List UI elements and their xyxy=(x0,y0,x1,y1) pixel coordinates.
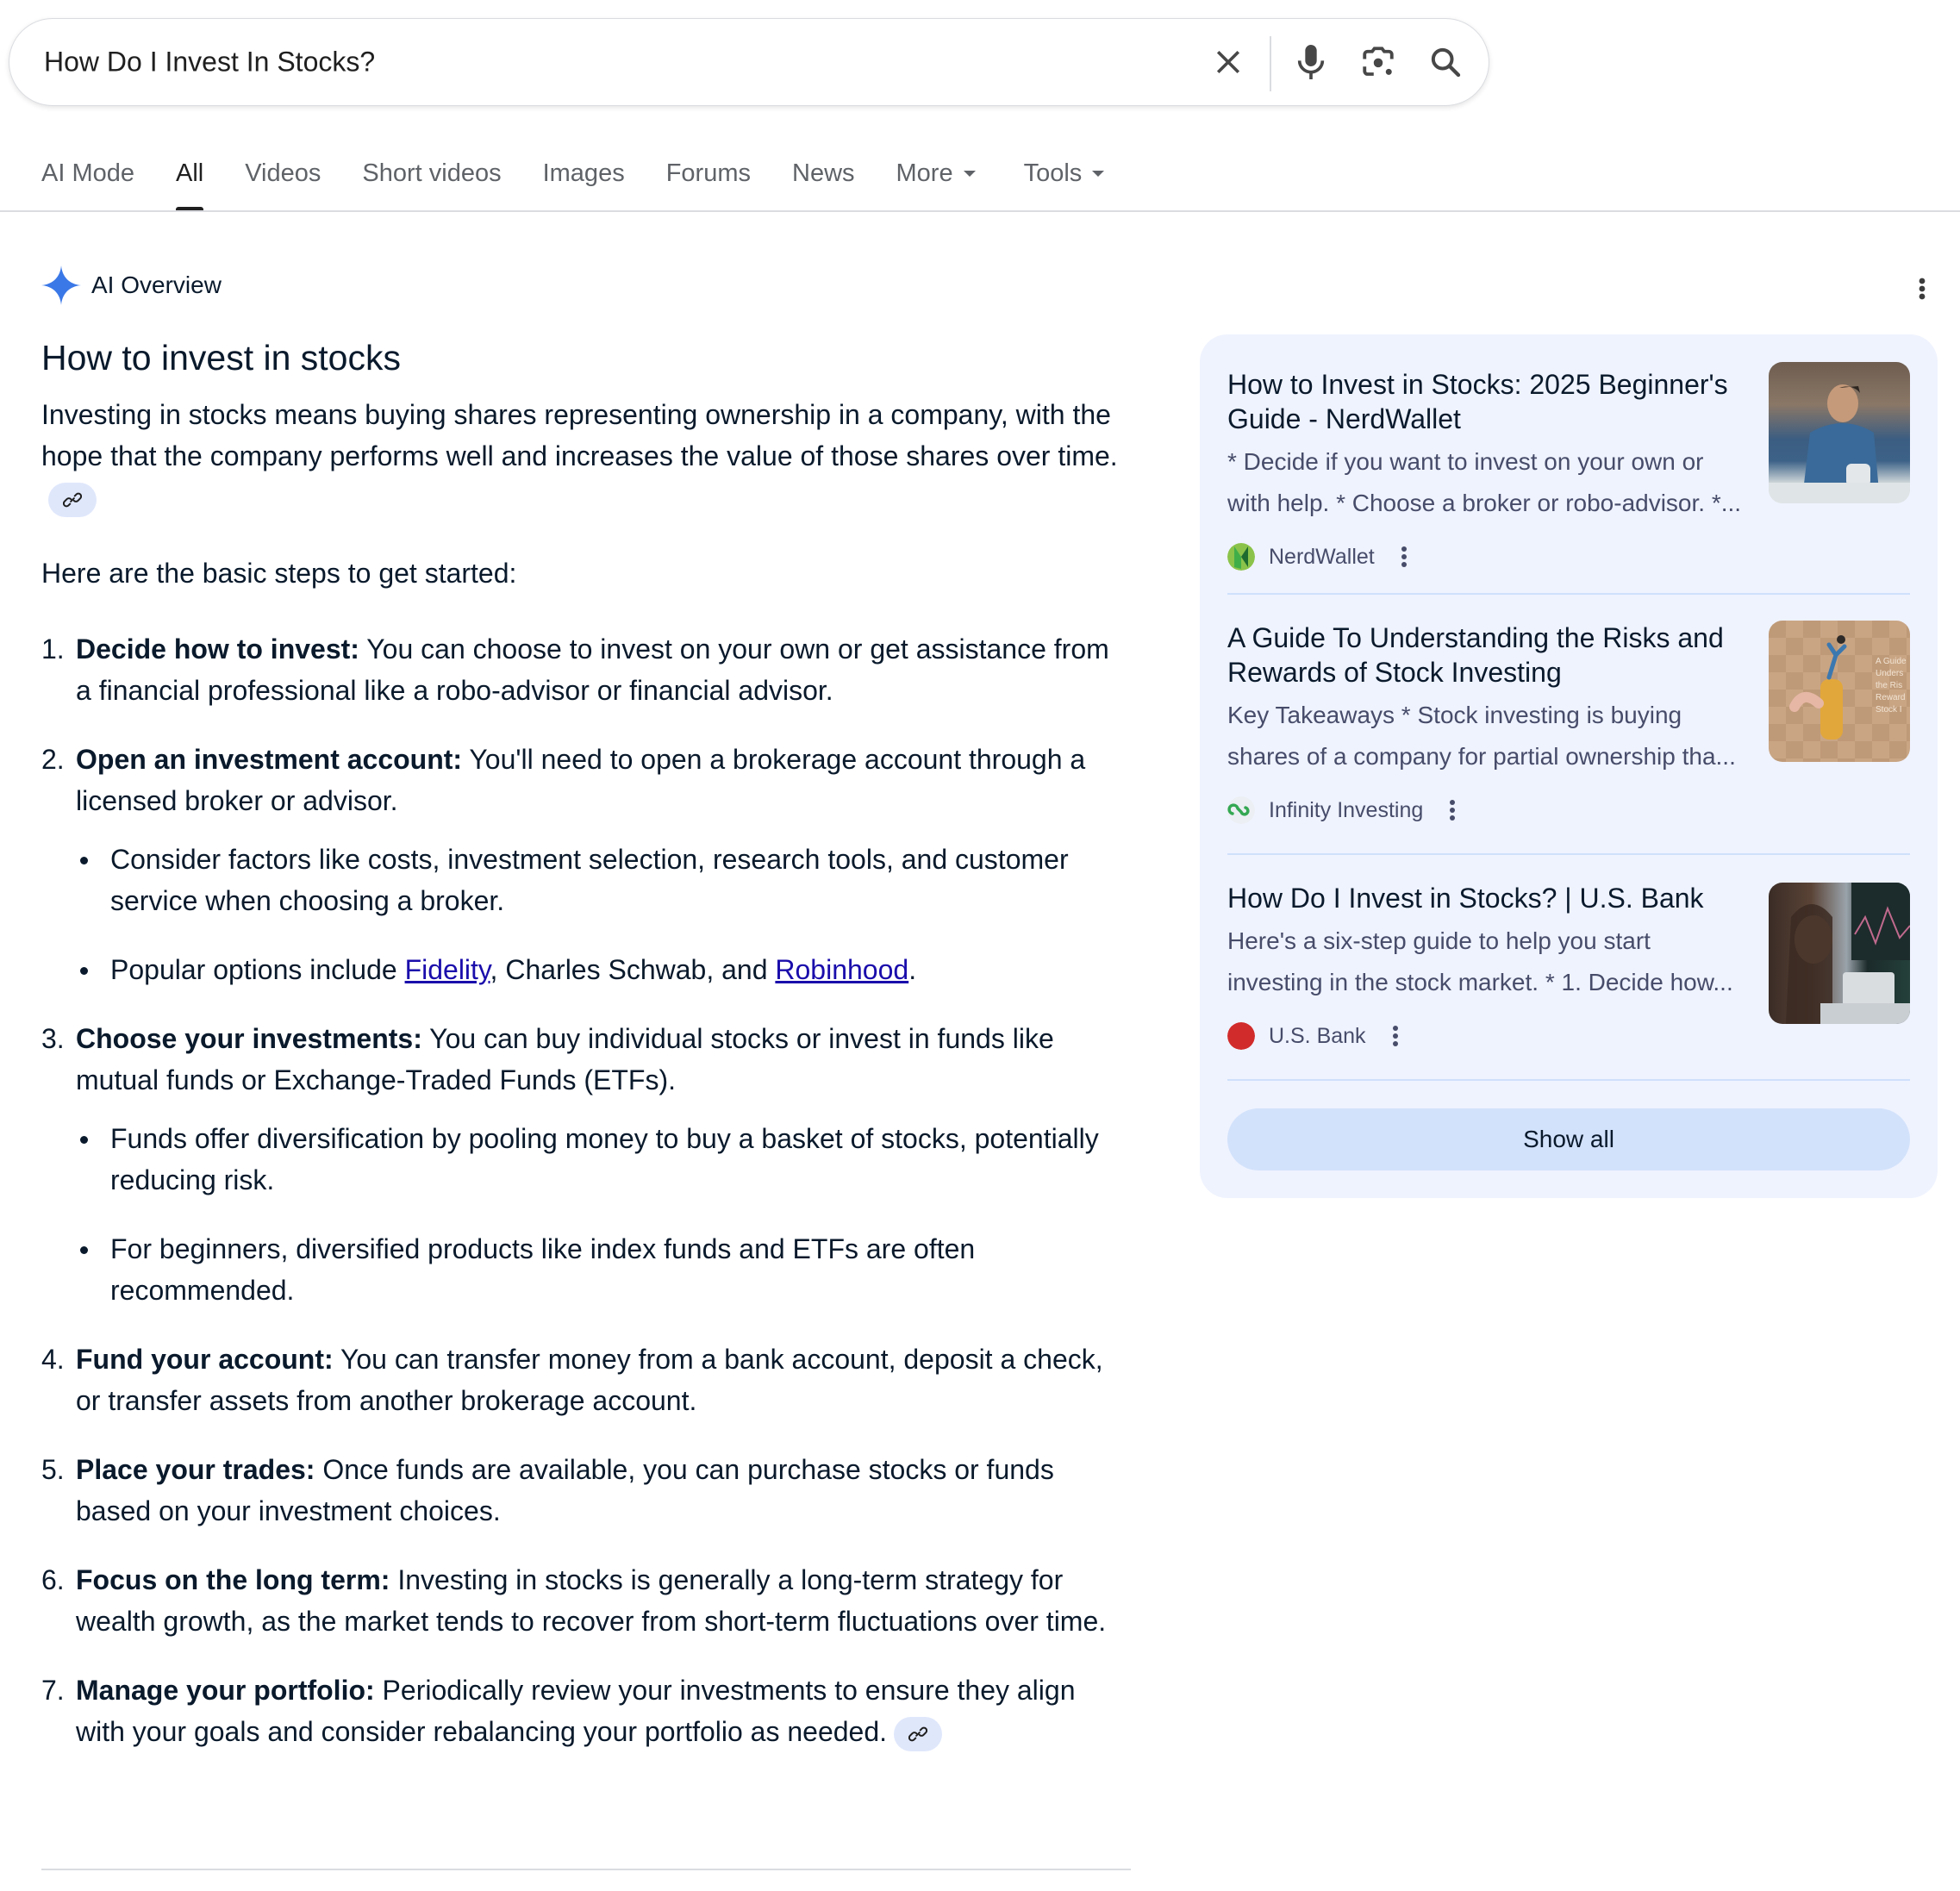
tab-label: All xyxy=(176,159,204,187)
step-text: You can buy individual stocks or invest in funds like mutual funds or Exchange-Traded Funds (ETFs). xyxy=(76,1023,1054,1095)
source-divider xyxy=(1227,853,1910,855)
svg-text:A Guide: A Guide xyxy=(1876,657,1907,666)
source-site xyxy=(1227,1019,1404,1053)
source-site-name: Infinity Investing xyxy=(1269,797,1424,822)
search-divider xyxy=(1270,36,1271,91)
step-item xyxy=(41,628,1132,711)
source-card-us-bank[interactable] xyxy=(1227,881,1910,1079)
step-heading: Fund your account: xyxy=(76,1344,334,1375)
svg-text:the Ris: the Ris xyxy=(1876,681,1903,690)
step-item xyxy=(41,1339,1132,1421)
sub-item: Funds offer diversification by pooling money to buy a basket of stocks, potentially reducing risk. xyxy=(76,1118,1132,1201)
svg-text:Stock I: Stock I xyxy=(1876,705,1902,715)
caret-down-icon xyxy=(964,171,976,177)
tab-ai-mode[interactable] xyxy=(41,153,134,212)
source-divider xyxy=(1227,1079,1910,1081)
ai-overview-label: AI Overview xyxy=(91,271,222,298)
overview-title: How to invest in stocks xyxy=(41,338,401,378)
source-card-infinity-investing[interactable] xyxy=(1227,621,1910,836)
step-text: You can transfer money from a bank account, deposit a check, or transfer assets from another brokerage account. xyxy=(76,1344,1103,1416)
tab-label: Tools xyxy=(1023,159,1083,187)
step-heading: Manage your portfolio: xyxy=(76,1675,375,1706)
tab-label: Videos xyxy=(245,159,321,187)
link-icon xyxy=(63,490,82,509)
step-number: 3. xyxy=(41,1023,65,1054)
source-site xyxy=(1227,793,1461,827)
tab-label: Images xyxy=(542,159,625,187)
steps-list xyxy=(41,628,1132,1752)
source-snippet: * Decide if you want to invest on your own or xyxy=(1227,448,1704,475)
tab-more[interactable] xyxy=(896,153,976,212)
step-item xyxy=(41,1559,1132,1642)
tab-news[interactable] xyxy=(792,153,855,212)
tabs-divider xyxy=(0,210,1960,212)
lens-camera-icon[interactable] xyxy=(1358,41,1399,83)
tab-label: News xyxy=(792,159,855,187)
step-text: You'll need to open a brokerage account through a licensed broker or advisor. xyxy=(76,744,1086,816)
svg-text:Unders: Unders xyxy=(1876,669,1904,678)
step-text: Periodically review your investments to ensure they align with your goals and consider rebalancing your portfolio as needed. xyxy=(76,1675,1076,1747)
intro-text: Investing in stocks means buying shares representing ownership in a company, with the hope that the company performs well and increases the value of those shares over time. xyxy=(41,399,1118,471)
step-item xyxy=(41,1449,1132,1532)
caret-down-icon xyxy=(1092,171,1104,177)
step-number: 7. xyxy=(41,1675,65,1706)
nerdwallet-favicon-icon xyxy=(1227,543,1255,571)
step-sublist xyxy=(76,839,1132,990)
step-heading: Choose your investments: xyxy=(76,1023,422,1054)
overview-intro xyxy=(41,394,1132,518)
step-number: 5. xyxy=(41,1454,65,1485)
microphone-icon[interactable] xyxy=(1290,41,1332,83)
content-divider xyxy=(41,1869,1131,1870)
tab-short-videos[interactable] xyxy=(362,153,501,212)
step-heading: Open an investment account: xyxy=(76,744,463,775)
source-thumbnail[interactable] xyxy=(1769,883,1910,1024)
robinhood-link[interactable]: Robinhood xyxy=(775,954,909,985)
more-options-icon[interactable] xyxy=(1444,795,1461,826)
fidelity-link[interactable]: Fidelity xyxy=(404,954,490,985)
svg-text:Reward: Reward xyxy=(1876,693,1906,702)
step-text: You can choose to invest on your own or get assistance from a financial professional like a robo-advisor or financial advisor. xyxy=(76,633,1109,706)
source-thumbnail[interactable] xyxy=(1769,362,1910,503)
tab-images[interactable] xyxy=(543,153,625,212)
sparkle-icon xyxy=(41,265,81,305)
tab-label: More xyxy=(896,159,953,187)
source-site xyxy=(1227,540,1413,574)
source-site-name: NerdWallet xyxy=(1269,544,1375,569)
us-bank-favicon-icon xyxy=(1227,1022,1255,1050)
search-tabs xyxy=(41,153,1145,212)
source-link-chip[interactable] xyxy=(894,1717,942,1751)
step-sublist xyxy=(76,1118,1132,1311)
step-number: 1. xyxy=(41,633,65,665)
sub-item: For beginners, diversified products like index funds and ETFs are often recommended. xyxy=(76,1228,1132,1311)
infinity-investing-favicon-icon xyxy=(1227,796,1255,824)
tab-forums[interactable] xyxy=(666,153,751,212)
source-title[interactable]: How to Invest in Stocks: 2025 Beginner's Guide - NerdWallet xyxy=(1227,369,1728,434)
sources-panel xyxy=(1200,334,1938,1198)
more-options-icon[interactable] xyxy=(1387,1020,1404,1052)
source-snippet: with help. * Choose a broker or robo-advisor. *... xyxy=(1227,490,1742,516)
person-at-desk-image xyxy=(1769,362,1910,503)
step-number: 4. xyxy=(41,1344,65,1375)
sub-text: . xyxy=(908,954,917,985)
tab-videos[interactable] xyxy=(245,153,321,212)
sub-item xyxy=(76,949,1132,990)
tab-label: Short videos xyxy=(362,159,502,187)
step-number: 2. xyxy=(41,744,65,775)
step-text: Investing in stocks is generally a long-term strategy for wealth growth, as the market tends to recover from short-term fluctuations over time. xyxy=(76,1564,1107,1637)
source-link-chip[interactable] xyxy=(48,483,97,517)
source-title[interactable]: How Do I Invest in Stocks? | U.S. Bank xyxy=(1227,883,1704,914)
search-input[interactable]: How Do I Invest In Stocks? xyxy=(44,46,376,78)
sub-text: , Charles Schwab, and xyxy=(490,954,776,985)
step-item xyxy=(41,1669,1132,1752)
tab-all[interactable] xyxy=(176,153,203,212)
step-text: Once funds are available, you can purchase stocks or funds based on your investment choices. xyxy=(76,1454,1054,1526)
source-card-nerdwallet[interactable] xyxy=(1227,360,1910,576)
source-title[interactable]: A Guide To Understanding the Risks and Rewards of Stock Investing xyxy=(1227,622,1724,688)
more-options-icon[interactable] xyxy=(1395,541,1413,572)
step-heading: Focus on the long term: xyxy=(76,1564,390,1595)
source-divider xyxy=(1227,593,1910,595)
tab-label: Forums xyxy=(665,159,751,187)
woman-at-laptop-image xyxy=(1769,883,1910,1024)
sub-text: Popular options include xyxy=(110,954,405,985)
step-heading: Place your trades: xyxy=(76,1454,315,1485)
sub-item: Consider factors like costs, investment selection, research tools, and customer service when choosing a broker. xyxy=(76,839,1132,921)
steps-lead: Here are the basic steps to get started: xyxy=(41,558,517,589)
more-options-icon[interactable] xyxy=(1907,272,1938,307)
link-icon xyxy=(908,1725,927,1744)
close-icon[interactable] xyxy=(1208,41,1249,83)
source-site-name: U.S. Bank xyxy=(1269,1023,1366,1048)
step-heading: Decide how to invest: xyxy=(76,633,359,665)
step-item xyxy=(41,739,1132,990)
ai-overview-header xyxy=(41,265,222,305)
search-bar[interactable] xyxy=(9,18,1489,106)
source-snippet: shares of a company for partial ownership tha... xyxy=(1227,743,1736,770)
source-snippet: Key Takeaways * Stock investing is buying xyxy=(1227,702,1682,728)
coin-stack-illustration-image xyxy=(1769,621,1910,762)
tab-label: AI Mode xyxy=(41,159,134,187)
search-icon[interactable] xyxy=(1425,41,1466,83)
ai-overview-content xyxy=(41,332,1132,1780)
step-item xyxy=(41,1018,1132,1311)
step-number: 6. xyxy=(41,1564,65,1595)
source-snippet: investing in the stock market. * 1. Decide how... xyxy=(1227,969,1733,995)
tab-tools[interactable] xyxy=(1024,153,1105,212)
show-all-button[interactable]: Show all xyxy=(1227,1108,1910,1170)
source-thumbnail[interactable] xyxy=(1769,621,1910,762)
source-snippet: Here's a six-step guide to help you start xyxy=(1227,927,1651,954)
